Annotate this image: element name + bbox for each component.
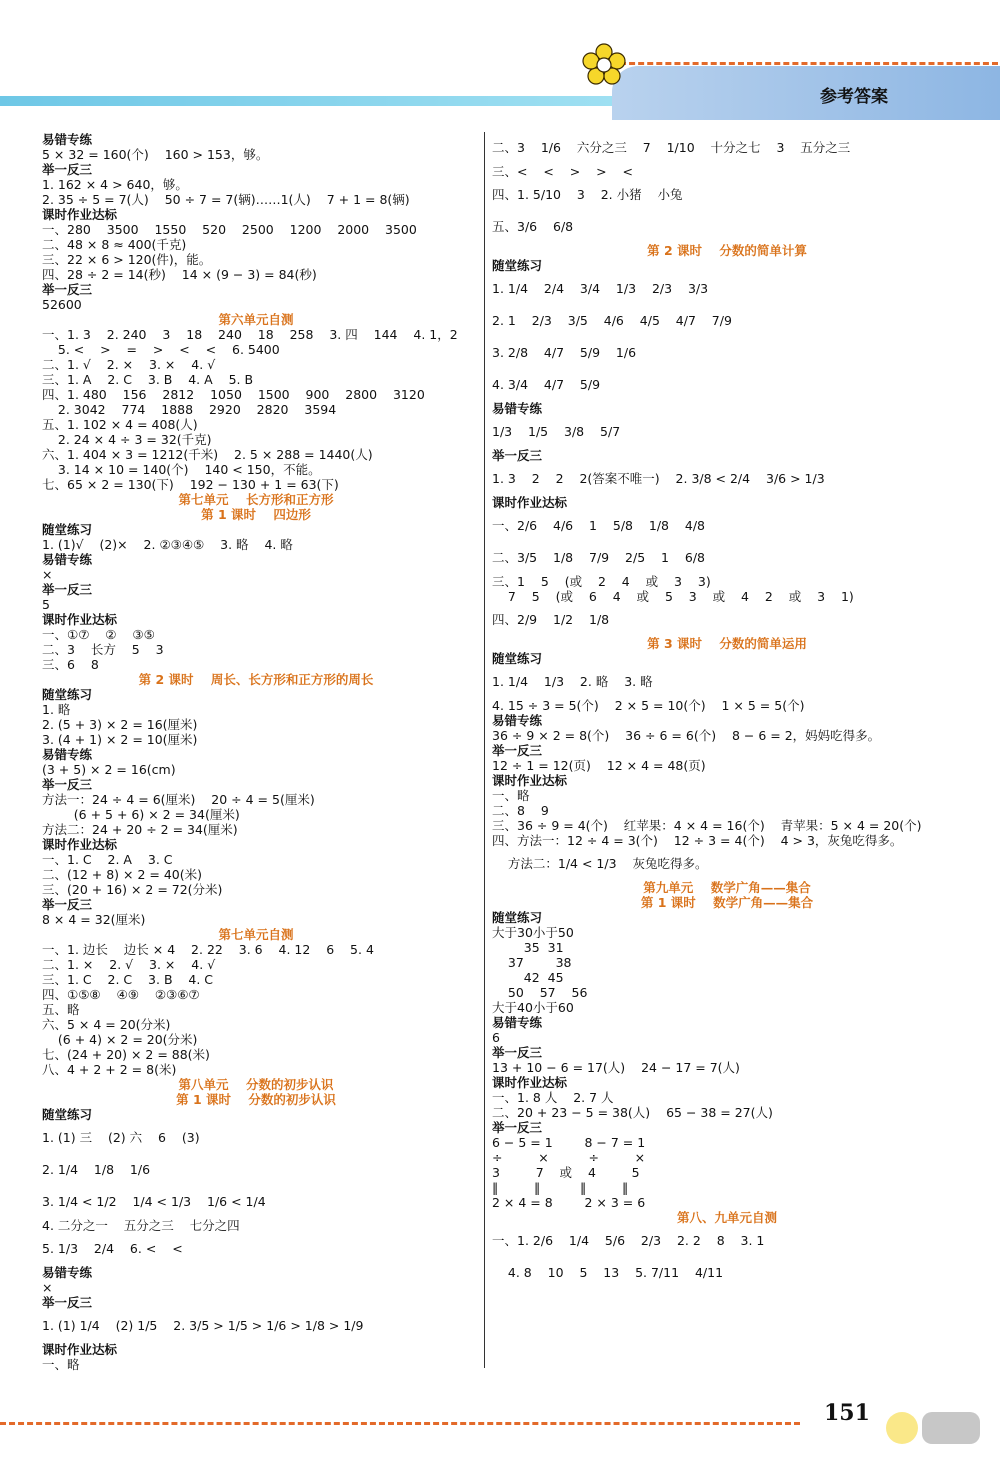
answer-line: 大于40小于60 <box>492 1000 574 1015</box>
section-heading: 易错专练 <box>492 401 543 416</box>
answer-line: 12 ÷ 1 = 12(页) 12 × 4 = 48(页) <box>492 758 706 773</box>
answer-line: 5. < > = > < < 6. 5400 <box>42 342 280 357</box>
answer-line: 二、20 + 23 − 5 = 38(人) 65 − 38 = 27(人) <box>492 1105 773 1120</box>
answer-line: 一、1. C 2. A 3. C <box>42 852 173 867</box>
header-banner <box>612 66 1000 120</box>
section-heading: 易错专练 <box>42 552 93 567</box>
answer-line: 2. 3042 774 1888 2920 2820 3594 <box>42 402 337 417</box>
section-heading: 课时作业达标 <box>42 207 118 222</box>
answer-line: 2. 1 2/3 3/5 4/6 4/5 4/7 7/9 <box>492 313 732 328</box>
answer-line: 2 × 4 = 8 2 × 3 = 6 <box>492 1195 646 1210</box>
answer-line: 三、1 5 (或 2 4 或 3 3) <box>492 574 711 589</box>
answer-line: 6 − 5 = 1 8 − 7 = 1 <box>492 1135 646 1150</box>
unit-title: 第 2 课时 周长、长方形和正方形的周长 <box>138 672 374 687</box>
section-heading: 举一反三 <box>42 897 93 912</box>
answer-line: 1. 162 × 4 > 640，够。 <box>42 177 188 192</box>
column-divider <box>484 132 485 1368</box>
answer-line: 四、1. 5/10 3 2. 小猪 小兔 <box>492 187 683 202</box>
answer-line: 四、1. 480 156 2812 1050 1500 900 2800 3120 <box>42 387 425 402</box>
answer-line: 2. 24 × 4 ÷ 3 = 32(千克) <box>42 432 212 447</box>
answer-line: 大于30小于50 <box>492 925 574 940</box>
unit-title: 第 2 课时 分数的简单计算 <box>647 243 807 258</box>
section-heading: 举一反三 <box>42 162 93 177</box>
answer-line: 36 ÷ 9 × 2 = 8(个) 36 ÷ 6 = 6(个) 8 − 6 = 2，妈妈吃得多。 <box>492 728 881 743</box>
answer-line: 二、8 9 <box>492 803 549 818</box>
section-heading: 易错专练 <box>42 132 93 147</box>
answer-line: 六、1. 404 × 3 = 1212(千米) 2. 5 × 288 = 1440(人) <box>42 447 373 462</box>
section-heading: 易错专练 <box>492 1015 543 1030</box>
answer-line: 一、1. 边长 边长 × 4 2. 22 3. 6 4. 12 6 5. 4 <box>42 942 374 957</box>
answer-line: 4. 3/4 4/7 5/9 <box>492 377 601 392</box>
page-title: 参考答案 <box>820 87 888 107</box>
answer-line: 2. 35 ÷ 5 = 7(人) 50 ÷ 7 = 7(辆)……1(人) 7 + 1 = 8(辆) <box>42 192 410 207</box>
section-heading: 课时作业达标 <box>42 837 118 852</box>
section-heading: 随堂练习 <box>42 522 93 537</box>
section-heading: 举一反三 <box>492 743 543 758</box>
section-heading: 随堂练习 <box>42 1107 93 1122</box>
section-heading: 举一反三 <box>42 282 93 297</box>
section-heading: 课时作业达标 <box>492 773 568 788</box>
answer-line: (3 + 5) × 2 = 16(cm) <box>42 762 176 777</box>
unit-title: 第八、九单元自测 <box>676 1210 777 1225</box>
answer-line: 方法一：24 ÷ 4 = 6(厘米) 20 ÷ 4 = 5(厘米) <box>42 792 315 807</box>
answer-line: × <box>42 1280 53 1295</box>
answer-line: 37 38 <box>492 955 572 970</box>
answer-line: 7 5 (或 6 4 或 5 3 或 4 2 或 3 1) <box>492 589 854 604</box>
answer-line: 52600 <box>42 297 82 312</box>
answer-line: 五、3/6 6/8 <box>492 219 574 234</box>
answer-line: 三、1. C 2. C 3. B 4. C <box>42 972 214 987</box>
answer-line: 四、2/9 1/2 1/8 <box>492 612 610 627</box>
unit-title: 第 3 课时 分数的简单运用 <box>647 636 807 651</box>
unit-title: 第七单元 长方形和正方形 <box>178 492 334 507</box>
answer-line: 二、3 1/6 六分之三 7 1/10 十分之七 3 五分之三 <box>492 140 851 155</box>
answer-line: 一、1. 3 2. 240 3 18 240 18 258 3. 四 144 4. 1，2 <box>42 327 458 342</box>
section-heading: 随堂练习 <box>492 258 543 273</box>
answer-line: 三、22 × 6 > 120(件)，能。 <box>42 252 212 267</box>
section-heading: 易错专练 <box>492 713 543 728</box>
answer-line: 3. (4 + 1) × 2 = 10(厘米) <box>42 732 198 747</box>
page-number: 151 <box>824 1400 870 1426</box>
answer-line: 5 × 32 = 160(个) 160 > 153，够。 <box>42 147 269 162</box>
answer-line: 4. 二分之一 五分之三 七分之四 <box>42 1218 240 1233</box>
answer-line: 一、略 <box>42 1357 80 1372</box>
header-band <box>0 96 620 106</box>
section-heading: 易错专练 <box>42 1265 93 1280</box>
answer-line: 一、①⑦ ② ③⑤ <box>42 627 155 642</box>
left-column <box>42 132 470 1372</box>
answer-line: 三、(20 + 16) × 2 = 72(分米) <box>42 882 223 897</box>
answer-line: (6 + 5 + 6) × 2 = 34(厘米) <box>42 807 240 822</box>
flower-icon <box>578 40 630 92</box>
unit-title: 第七单元自测 <box>218 927 294 942</box>
answer-line: 6 <box>492 1030 500 1045</box>
answer-line: 二、1. √ 2. × 3. × 4. √ <box>42 357 216 372</box>
answer-line: 35 31 <box>492 940 564 955</box>
answer-line: 三、36 ÷ 9 = 4(个) 红苹果：4 × 4 = 16(个) 青苹果：5 × 4 = 20(个) <box>492 818 922 833</box>
answer-line: 1. 1/4 2/4 3/4 1/3 2/3 3/3 <box>492 281 709 296</box>
answer-line: 一、2/6 4/6 1 5/8 1/8 4/8 <box>492 518 706 533</box>
answer-line: 1/3 1/5 3/8 5/7 <box>492 424 621 439</box>
unit-title: 第 1 课时 数学广角——集合 <box>640 895 814 910</box>
header-dash-line <box>620 62 998 65</box>
section-heading: 举一反三 <box>492 1045 543 1060</box>
answer-line: 1. 1/4 1/3 2. 略 3. 略 <box>492 674 653 689</box>
answer-line: 三、6 8 <box>42 657 99 672</box>
section-heading: 随堂练习 <box>492 651 543 666</box>
section-heading: 课时作业达标 <box>42 1342 118 1357</box>
answer-line: × <box>42 567 53 582</box>
answer-line: 方法二：24 + 20 ÷ 2 = 34(厘米) <box>42 822 238 837</box>
answer-line: 3. 14 × 10 = 140(个) 140 < 150，不能。 <box>42 462 321 477</box>
answer-line: 三、< < > > < <box>492 164 633 179</box>
answer-line: 四、方法一：12 ÷ 4 = 3(个) 12 ÷ 3 = 4(个) 4 > 3，灰兔吃得多。 <box>492 833 903 848</box>
unit-title: 第九单元 数学广角——集合 <box>643 880 811 895</box>
answer-line: 1. (1) 1/4 (2) 1/5 2. 3/5 > 1/5 > 1/6 > 1/8 > 1/9 <box>42 1318 364 1333</box>
answer-line: 1. (1)√ (2)× 2. ②③④⑤ 3. 略 4. 略 <box>42 537 293 552</box>
answer-line: 3. 1/4 < 1/2 1/4 < 1/3 1/6 < 1/4 <box>42 1194 266 1209</box>
answer-line: 1. (1) 三 (2) 六 6 (3) <box>42 1130 200 1145</box>
answer-line: 4. 8 10 5 13 5. 7/11 4/11 <box>492 1265 724 1280</box>
section-heading: 举一反三 <box>42 1295 93 1310</box>
section-heading: 举一反三 <box>42 777 93 792</box>
answer-line: 1. 3 2 2 2(答案不唯一) 2. 3/8 < 2/4 3/6 > 1/3 <box>492 471 825 486</box>
answer-line: 三、1. A 2. C 3. B 4. A 5. B <box>42 372 254 387</box>
answer-line: 方法二：1/4 < 1/3 灰兔吃得多。 <box>492 856 708 871</box>
section-heading: 举一反三 <box>492 448 543 463</box>
section-heading: 随堂练习 <box>492 910 543 925</box>
answer-line: 5. 1/3 2/4 6. < < <box>42 1241 183 1256</box>
right-column <box>492 132 962 1289</box>
answer-line: 五、1. 102 × 4 = 408(人) <box>42 417 198 432</box>
answer-line: 二、1. × 2. √ 3. × 4. √ <box>42 957 216 972</box>
answer-line: 一、1. 2/6 1/4 5/6 2/3 2. 2 8 3. 1 <box>492 1233 765 1248</box>
answer-line: 3 7 或 4 5 <box>492 1165 640 1180</box>
answer-line: 2. (5 + 3) × 2 = 16(厘米) <box>42 717 198 732</box>
answer-line: 2. 1/4 1/8 1/6 <box>42 1162 151 1177</box>
answer-line: 一、1. 8 人 2. 7 人 <box>492 1090 614 1105</box>
answer-line: 1. 略 <box>42 702 71 717</box>
answer-line: ‖ ‖ ‖ ‖ <box>492 1180 629 1195</box>
section-heading: 易错专练 <box>42 747 93 762</box>
answer-line: 8 × 4 = 32(厘米) <box>42 912 146 927</box>
answer-line: 13 + 10 − 6 = 17(人) 24 − 17 = 7(人) <box>492 1060 740 1075</box>
answer-line: 二、(12 + 8) × 2 = 40(米) <box>42 867 202 882</box>
answer-line: 二、3 长方 5 3 <box>42 642 164 657</box>
section-heading: 举一反三 <box>42 582 93 597</box>
answer-line: ÷ × ÷ × <box>492 1150 646 1165</box>
unit-title: 第 1 课时 四边形 <box>201 507 311 522</box>
answer-line: 二、3/5 1/8 7/9 2/5 1 6/8 <box>492 550 706 565</box>
unit-title: 第八单元 分数的初步认识 <box>178 1077 334 1092</box>
answer-line: 四、①⑤⑧ ④⑨ ②③⑥⑦ <box>42 987 200 1002</box>
section-heading: 课时作业达标 <box>492 1075 568 1090</box>
answer-line: 4. 15 ÷ 3 = 5(个) 2 × 5 = 10(个) 1 × 5 = 5(个) <box>492 698 805 713</box>
answer-line: 五、略 <box>42 1002 80 1017</box>
unit-title: 第六单元自测 <box>218 312 294 327</box>
answer-line: 5 <box>42 597 50 612</box>
answer-line: 二、48 × 8 ≈ 400(千克) <box>42 237 187 252</box>
answer-line: 一、略 <box>492 788 530 803</box>
answer-line: 七、(24 + 20) × 2 = 88(米) <box>42 1047 210 1062</box>
footer-dash-line <box>0 1422 800 1425</box>
answer-line: 六、5 × 4 = 20(分米) <box>42 1017 171 1032</box>
answer-line: (6 + 4) × 2 = 20(分米) <box>42 1032 198 1047</box>
answer-line: 八、4 + 2 + 2 = 8(米) <box>42 1062 177 1077</box>
section-heading: 课时作业达标 <box>492 495 568 510</box>
section-heading: 随堂练习 <box>42 687 93 702</box>
section-heading: 举一反三 <box>492 1120 543 1135</box>
answer-line: 一、280 3500 1550 520 2500 1200 2000 3500 <box>42 222 417 237</box>
watermark-logo <box>876 1398 986 1454</box>
answer-line: 七、65 × 2 = 130(下) 192 − 130 + 1 = 63(下) <box>42 477 339 492</box>
section-heading: 课时作业达标 <box>42 612 118 627</box>
answer-line: 3. 2/8 4/7 5/9 1/6 <box>492 345 637 360</box>
answer-line: 42 45 <box>492 970 564 985</box>
answer-line: 四、28 ÷ 2 = 14(秒) 14 × (9 − 3) = 84(秒) <box>42 267 317 282</box>
answer-line: 50 57 56 <box>492 985 588 1000</box>
unit-title: 第 1 课时 分数的初步认识 <box>176 1092 336 1107</box>
